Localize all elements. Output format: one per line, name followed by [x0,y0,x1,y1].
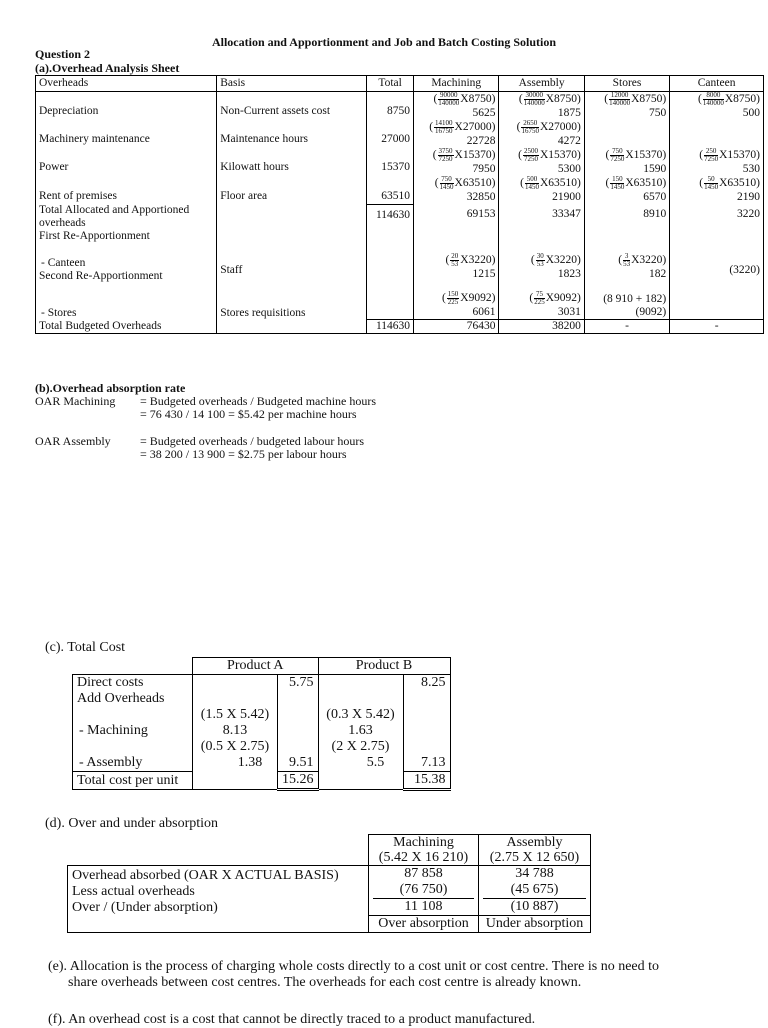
product-b-header: Product B [318,658,450,675]
row-label: Machinery maintenance [36,120,217,148]
cell-canteen: ( $\frac{8000}{140000}$ X8750) 500 [670,92,764,121]
document-title: Allocation and Apportionment and Job and Batch Costing Solution [211,35,557,49]
product-b-direct: 8.25 [403,675,450,708]
row-label: Depreciation [36,92,217,121]
row-total: 27000 [367,120,414,148]
row-total: 114630 [367,320,414,334]
table-row [73,771,451,789]
machining-result: Over absorption [369,916,479,933]
table-row [73,739,451,771]
col-header-stores: Stores [584,76,669,92]
row-total: 15370 [367,148,414,176]
product-a-overhead-total: 9.51 [278,739,319,771]
row-basis: Staff [217,243,367,283]
table-row [73,658,451,675]
cell-machining: 69153 [414,204,499,243]
row-basis [217,204,367,243]
product-a-machining: (1.5 X 5.42) 8.13 [193,707,278,739]
row-label [36,204,217,243]
row-total [367,243,414,283]
row-basis: Kilowatt hours [217,148,367,176]
table-row [68,835,591,866]
col-header-assembly: Assembly [499,76,584,92]
product-a-header: Product A [193,658,319,675]
total-cost-table [72,657,451,791]
cell-canteen: ( $\frac{50}{1450}$ X63510) 2190 [670,176,764,204]
row-total [367,283,414,320]
second-reapportionment-label: Second Re-Apportionment [39,270,163,282]
cell-assembly: ( $\frac{2650}{16750}$ X27000) 4272 [499,120,584,148]
table-row-stores-reapportionment [36,283,764,320]
oar-machining-formula: = Budgeted overheads / Budgeted machine hours [140,394,377,408]
row-label [73,707,193,739]
question-number: Question 2 [35,47,91,61]
row-label [73,739,193,771]
cell-stores: (8 910 + 182) (9092) [584,283,669,320]
assembly-formula: (2.75 X 12 650) [489,850,580,865]
total-cost-label: Total cost per unit [73,771,193,789]
table-row [68,866,591,916]
cell-canteen: 3220 [670,204,764,243]
overhead-analysis-table [35,75,764,334]
assembly-header [479,835,591,866]
cell-machining: 76430 [414,320,499,334]
canteen-label: - Canteen [41,257,86,269]
cell-stores: ( $\frac{12000}{140000}$ X8750) 750 [584,92,669,121]
row-label: Rent of premises [36,176,217,204]
row-basis: Floor area [217,176,367,204]
product-b-assembly: (2 X 2.75) 5.5 [318,739,403,771]
row-basis: Maintenance hours [217,120,367,148]
product-a-assembly: (0.5 X 2.75) 1.38 [193,739,278,771]
cell-machining: ( $\frac{750}{1450}$ X63510) 32850 [414,176,499,204]
cell-stores: ( $\frac{150}{1450}$ X63510) 6570 [584,176,669,204]
part-a-heading: (a).Overhead Analysis Sheet [35,61,180,75]
assembly-label: - Assembly [79,754,143,770]
product-b-overhead-total: 7.13 [403,739,450,771]
product-b-machining: (0.3 X 5.42) 1.63 [318,707,403,739]
row-label [36,243,217,283]
table-row-maintenance [36,120,764,148]
cell-stores [584,120,669,148]
product-b-total: 15.38 [403,771,450,789]
cell-machining: ( $\frac{20}{53}$ X3220) 1215 [414,243,499,283]
over-under-absorption-table [67,834,591,933]
table-row [68,916,591,933]
table-row-rent [36,176,764,204]
cell-canteen [670,120,764,148]
row-labels [68,866,369,916]
part-b-heading: (b).Overhead absorption rate [35,381,186,395]
row-total: 114630 [367,204,414,243]
table-row [73,675,451,708]
cell-canteen: ( $\frac{250}{7250}$ X15370) 530 [670,148,764,176]
oar-assembly-formula: = Budgeted overheads / budgeted labour hours [140,434,365,448]
row-label: Power [36,148,217,176]
actual-label: Less actual overheads [72,883,195,899]
cell-assembly: ( $\frac{75}{225}$ X9092) 3031 [499,283,584,320]
col-header-machining: Machining [414,76,499,92]
assembly-col-label: Assembly [506,835,563,850]
col-header-overheads: Overheads [36,76,217,92]
cell-machining: ( $\frac{3750}{7250}$ X15370) 7950 [414,148,499,176]
row-label: - Stores [36,283,217,320]
col-header-canteen: Canteen [670,76,764,92]
cell-machining: ( $\frac{14100}{16750}$ X27000) 22728 [414,120,499,148]
machining-label: - Machining [79,723,148,738]
row-label: Total Budgeted Overheads [36,320,217,334]
direct-costs-label: Direct costs [77,675,144,690]
machining-col-label: Machining [393,835,454,850]
part-f-paragraph [48,1012,758,1028]
first-reapportionment-label: First Re-Apportionment [39,230,150,242]
cell-machining: ( $\frac{150}{225}$ X9092) 6061 [414,283,499,320]
cell-canteen: (3220) [670,243,764,283]
cell-stores: ( $\frac{3}{53}$ X3220) 182 [584,243,669,283]
cell-canteen: - [670,320,764,334]
col-header-basis: Basis [217,76,367,92]
table-row-total-budgeted [36,320,764,334]
row-basis: Non-Current assets cost [217,92,367,121]
cell-stores: ( $\frac{750}{7250}$ X15370) 1590 [584,148,669,176]
table-row-canteen-reapportionment [36,243,764,283]
row-total: 63510 [367,176,414,204]
machining-formula: (5.42 X 16 210) [378,850,469,865]
part-b-section [35,382,376,461]
part-d-heading: (d). Over and under absorption [45,816,219,831]
product-a-total: 15.26 [278,771,319,789]
table-row [73,707,451,739]
absorbed-label: Overhead absorbed (OAR X ACTUAL BASIS) [72,867,339,883]
cell-stores: - [584,320,669,334]
assembly-result: Under absorption [479,916,591,933]
table-row-power [36,148,764,176]
cell-machining: ( $\frac{90000}{140000}$ X8750) 5625 [414,92,499,121]
col-header-total: Total [367,76,414,92]
assembly-values: 34 788 (45 675) (10 887) [479,866,591,916]
row-basis: Stores requisitions [217,283,367,320]
cell-assembly: ( $\frac{30}{53}$ X3220) 1823 [499,243,584,283]
machining-values: 87 858 (76 750) 11 108 [369,866,479,916]
row-label [73,675,193,708]
machining-header [369,835,479,866]
cell-assembly: 38200 [499,320,584,334]
part-e-line-1: (e). Allocation is the process of charging whole costs directly to a cost unit or cost centre. There is no need to [48,959,660,974]
oar-assembly-result: = 38 200 / 13 900 = $2.75 per labour hours [140,447,347,461]
cell-assembly: ( $\frac{2500}{7250}$ X15370) 5300 [499,148,584,176]
part-e-paragraph [48,959,758,991]
cell-assembly: 33347 [499,204,584,243]
part-c-heading: (c). Total Cost [45,640,126,655]
oar-machining-result: = 76 430 / 14 100 = $5.42 per machine hours [140,407,357,421]
row-basis [217,320,367,334]
table-row-total-allocated [36,204,764,243]
part-e-line-2: share overheads between cost centres. The overheads for each cost centre is already known. [68,975,582,990]
product-a-direct: 5.75 [278,675,319,708]
cell-canteen [670,283,764,320]
table-row-depreciation [36,92,764,121]
total-allocated-label: Total Allocated and Apportioned overheads [39,204,190,229]
row-total: 8750 [367,92,414,121]
table-header-row [36,76,764,92]
cell-stores: 8910 [584,204,669,243]
oar-assembly-label: OAR Assembly [35,434,111,448]
add-overheads-label: Add Overheads [77,691,165,706]
cell-assembly: ( $\frac{500}{1450}$ X63510) 21900 [499,176,584,204]
over-under-label: Over / (Under absorption) [72,899,218,915]
part-f-line-1: (f). An overhead cost is a cost that cannot be directly traced to a product manufactured. [48,1012,536,1027]
cell-assembly: ( $\frac{30000}{140000}$ X8750) 1875 [499,92,584,121]
oar-machining-label: OAR Machining [35,394,116,408]
